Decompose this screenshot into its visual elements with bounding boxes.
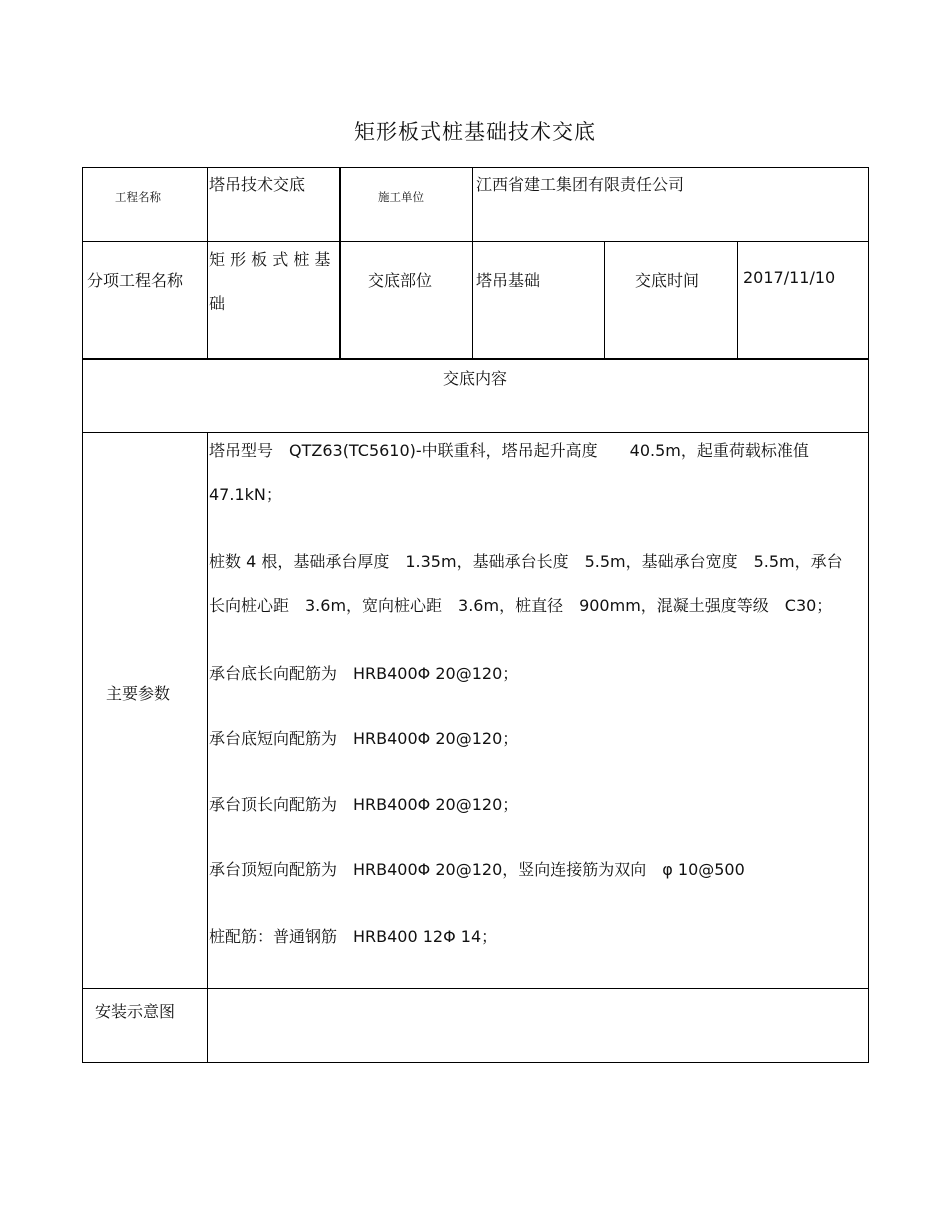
table-border-bottom bbox=[82, 1062, 869, 1063]
project-name-label: 工程名称 bbox=[115, 190, 161, 204]
row-divider-3 bbox=[82, 432, 869, 433]
param-line: 承台顶短向配筋为 HRB400Φ 20@120，竖向连接筋为双向 φ 10@500 bbox=[209, 860, 745, 879]
param-line: 承台顶长向配筋为 HRB400Φ 20@120； bbox=[209, 795, 519, 814]
time-label: 交底时间 bbox=[635, 271, 700, 290]
col-divider-label-lower bbox=[207, 432, 208, 1063]
time-value: 2017/11/10 bbox=[743, 268, 836, 287]
contractor-value: 江西省建工集团有限责任公司 bbox=[476, 175, 685, 194]
row-divider-1 bbox=[82, 241, 869, 242]
col-divider-label bbox=[207, 167, 208, 359]
param-line: 长向桩心距 3.6m，宽向桩心距 3.6m，桩直径 900mm，混凝土强度等级 C30； bbox=[209, 596, 833, 615]
table-border-right bbox=[868, 167, 869, 1063]
col-divider-2 bbox=[339, 167, 341, 359]
table-border-left bbox=[82, 167, 83, 1063]
sub-project-value-line2: 础 bbox=[209, 294, 226, 313]
location-label: 交底部位 bbox=[368, 271, 433, 290]
sub-project-value-line1: 矩 形 板 式 桩 基 bbox=[209, 250, 331, 269]
param-line: 承台底长向配筋为 HRB400Φ 20@120； bbox=[209, 664, 519, 683]
param-line: 桩数 4 根，基础承台厚度 1.35m，基础承台长度 5.5m，基础承台宽度 5.5m，承台 bbox=[209, 552, 843, 571]
param-line: 承台底短向配筋为 HRB400Φ 20@120； bbox=[209, 729, 519, 748]
project-name-value: 塔吊技术交底 bbox=[209, 175, 306, 194]
main-params-label: 主要参数 bbox=[106, 684, 171, 703]
row-divider-4 bbox=[82, 988, 869, 989]
param-line: 塔吊型号 QTZ63(TC5610)-中联重科，塔吊起升高度 40.5m，起重荷载标准值 bbox=[209, 441, 809, 460]
sub-project-label: 分项工程名称 bbox=[87, 271, 184, 290]
content-header: 交底内容 bbox=[442, 369, 507, 388]
contractor-label: 施工单位 bbox=[378, 190, 424, 204]
param-line: 桩配筋：普通钢筋 HRB400 12Φ 14； bbox=[209, 927, 498, 946]
param-line: 47.1kN； bbox=[209, 485, 282, 504]
col-divider-3 bbox=[472, 167, 473, 359]
col-divider-4 bbox=[604, 241, 605, 359]
row-divider-2 bbox=[82, 358, 869, 360]
table-border-top bbox=[82, 167, 869, 168]
location-value: 塔吊基础 bbox=[476, 271, 541, 290]
document-title: 矩形板式桩基础技术交底 bbox=[354, 120, 596, 144]
col-divider-5 bbox=[737, 241, 738, 359]
install-diagram-label: 安装示意图 bbox=[95, 1002, 176, 1021]
